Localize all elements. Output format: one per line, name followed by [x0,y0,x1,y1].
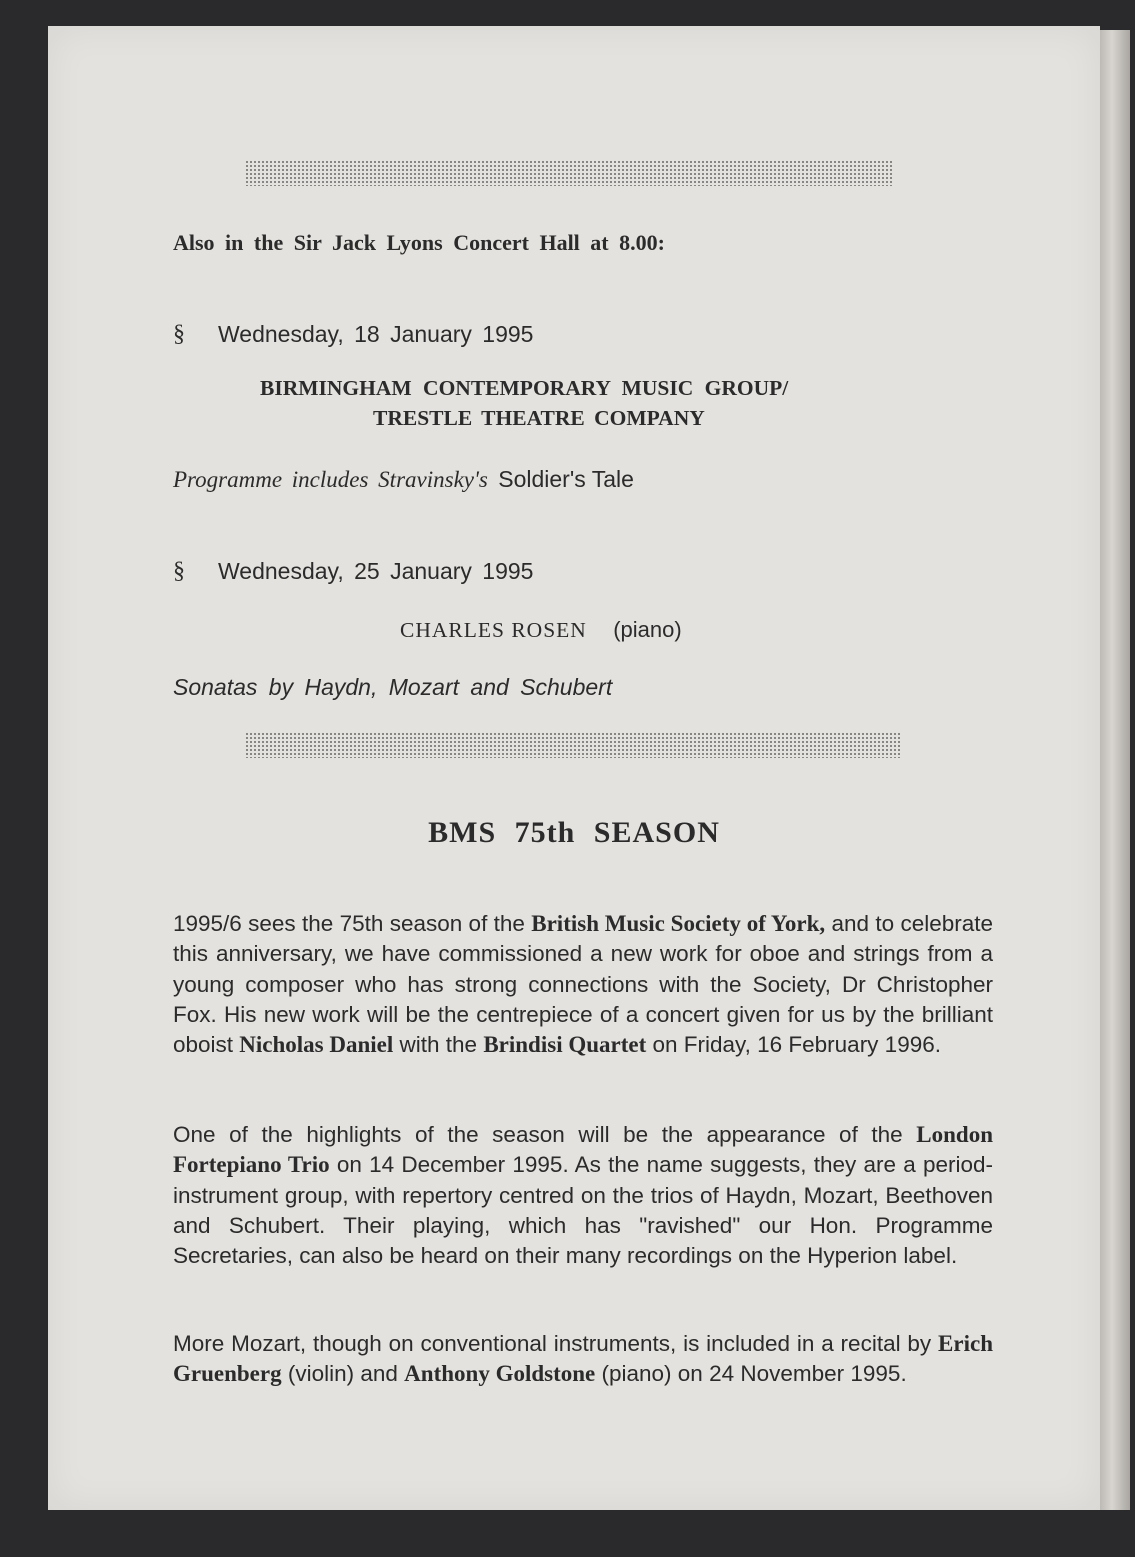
event-2-date: Wednesday, 25 January 1995 [218,558,534,584]
event-1-note-prefix: Programme includes Stravinsky's [173,467,488,492]
event-2-instrument: (piano) [613,617,682,642]
event-1-marker: § [173,321,185,347]
paragraph-3 [173,1329,993,1390]
paragraph-1-text-a: 1995/6 sees the 75th season of the [173,911,532,936]
paragraph-2-text-b: on 14 December 1995. As the name suggests, they are a period-instrument group, with repertory centred on the trios of Haydn, Mozart, Beethoven and Schubert. Their playing, which has "ravished" our Hon. Programme Secretaries, can also be heard on their many recordings on the Hyperion label. [173,1152,993,1269]
violinist-name: Erich Gruenberg [173,1331,993,1387]
paragraph-1-text-c: with the [393,1032,484,1058]
dotted-rule-top [245,160,893,186]
paragraph-1 [173,909,993,1060]
document-page [48,26,1100,1510]
paragraph-1-text-b: and to celebrate this anniversary, we have commissioned a new work for oboe and strings from a young composer who has strong connections with the Society, Dr Christopher Fox. His new work will be the centrepiece of a concert given for us by the brilliant oboist [173,911,994,1058]
event-2-note: Sonatas by Haydn, Mozart and Schubert [173,674,613,700]
event-2-performer-line [400,616,682,643]
paragraph-3-text-b: (violin) and [281,1361,405,1387]
paragraph-3-text-c: (piano) on 24 November 1995. [595,1361,907,1387]
paragraph-2-text-a: One of the highlights of the season will be the appearance of the [173,1122,917,1147]
also-line: Also in the Sir Jack Lyons Concert Hall at 8.00: [173,230,665,255]
oboist-name: Nicholas Daniel [239,1032,394,1058]
event-2-marker: § [173,558,185,584]
event-1-note-work: Soldier's Tale [498,466,634,492]
event-1-note [173,466,634,493]
paragraph-2 [173,1120,993,1271]
quartet-name: Brindisi Quartet [483,1032,647,1058]
pianist-name: Anthony Goldstone [404,1361,596,1387]
section-heading: BMS 75th SEASON [428,816,720,849]
page-edge [1100,30,1130,1510]
event-1-performer-line2: TRESTLE THEATRE COMPANY [373,406,705,430]
dotted-rule-bottom [245,732,900,758]
paragraph-3-text-a: More Mozart, though on conventional instruments, is included in a recital by [173,1331,939,1356]
society-name: British Music Society of York, [531,911,826,936]
event-1-performer-line1: BIRMINGHAM CONTEMPORARY MUSIC GROUP/ [260,376,789,400]
trio-name: London Fortepiano Trio [173,1122,993,1178]
paragraph-1-text-d: on Friday, 16 February 1996. [646,1032,941,1058]
event-2-performer: CHARLES ROSEN [400,618,587,642]
event-1-date: Wednesday, 18 January 1995 [218,321,534,347]
